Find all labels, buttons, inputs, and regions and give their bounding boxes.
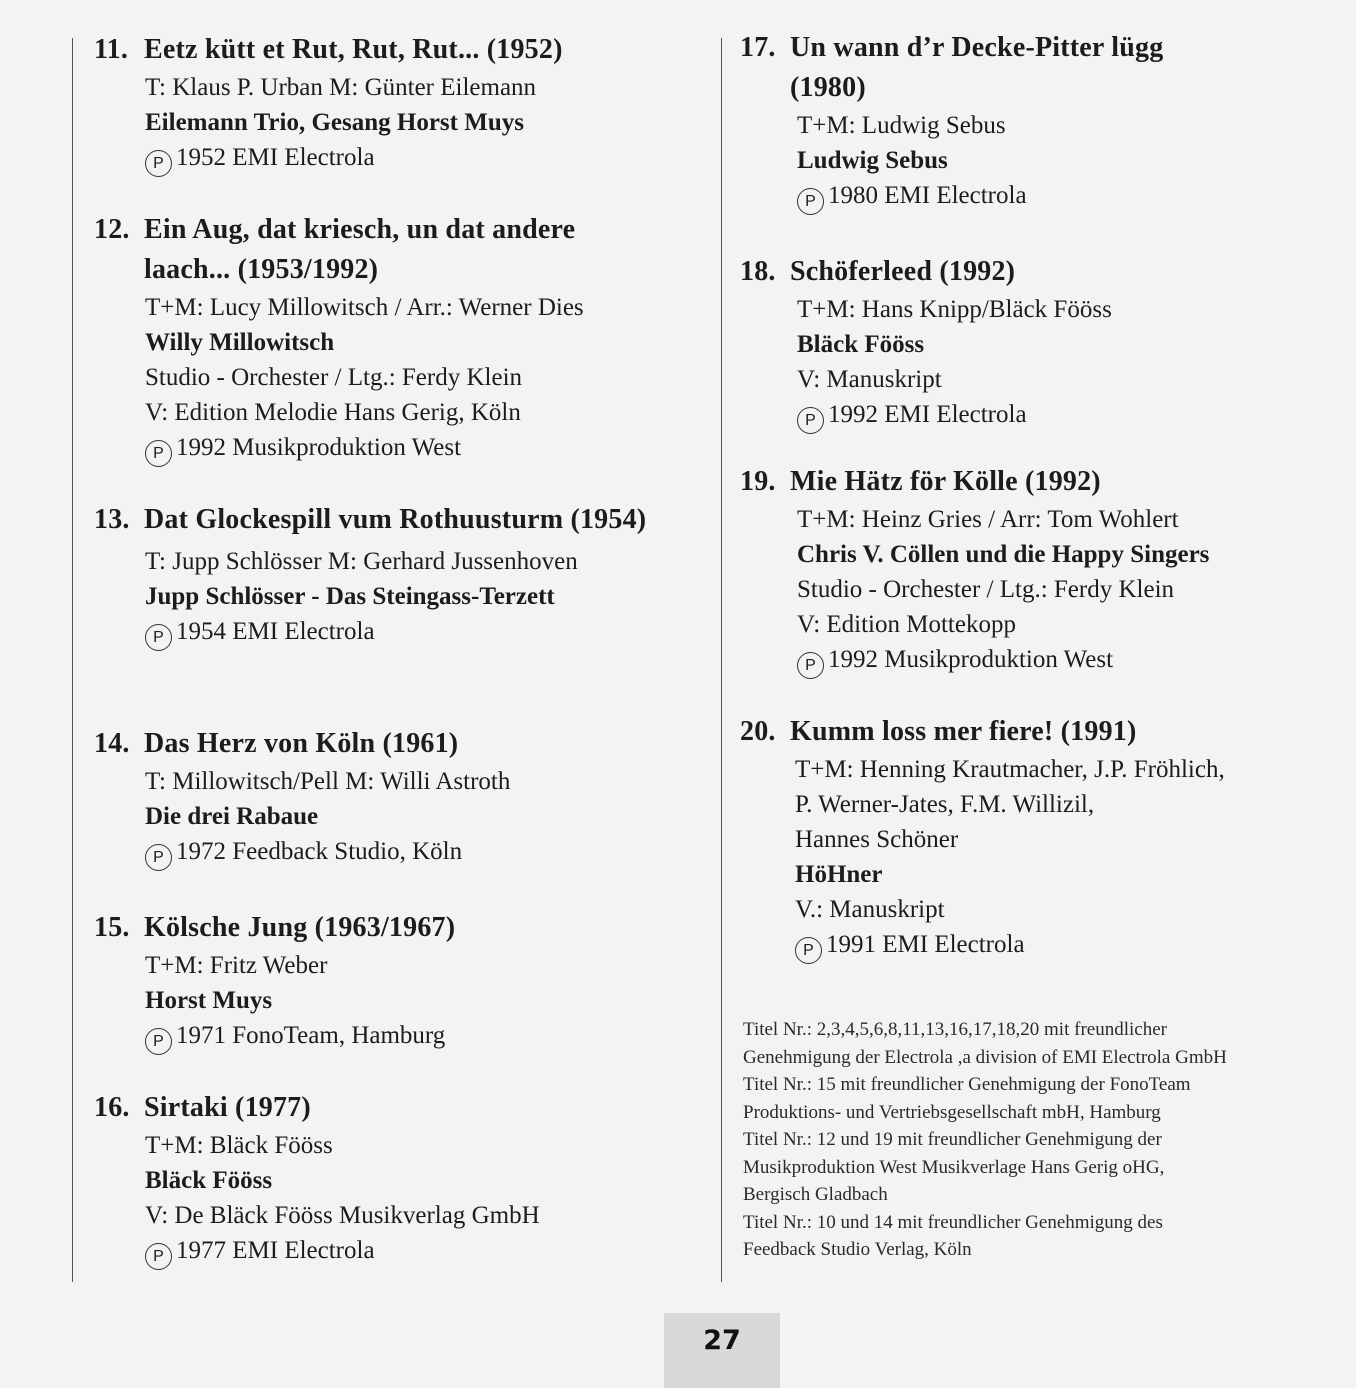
track-title: 20. Kumm loss mer fiere! (1991) — [740, 716, 1137, 747]
track-19 — [740, 462, 1340, 679]
phonogram-icon: P — [795, 937, 822, 964]
license-line: Bergisch Gladbach — [743, 1184, 888, 1205]
track-20 — [740, 712, 1340, 964]
track-credits-cont: P. Werner-Jates, F.M. Willizil, — [795, 791, 1095, 818]
license-line: Produktions- und Vertriebsgesellschaft mbH, Hamburg — [743, 1101, 1161, 1123]
track-title: 16. Sirtaki (1977) — [94, 1092, 311, 1123]
track-artist: Eilemann Trio, Gesang Horst Muys — [145, 109, 524, 136]
license-notes — [743, 1016, 1343, 1264]
phonogram-icon: P — [145, 150, 172, 177]
license-line: Titel Nr.: 10 und 14 mit freundlicher Genehmigung des — [743, 1211, 1163, 1233]
track-publisher: V.: Manuskript — [795, 896, 945, 923]
license-line: Titel Nr.: 2,3,4,5,6,8,11,13,16,17,18,20 mit freundlicher — [743, 1019, 1167, 1040]
track-18 — [740, 252, 1340, 434]
track-credits: T+M: Ludwig Sebus — [797, 112, 1006, 139]
track-phonogram: P 1992 EMI Electrola — [797, 397, 1340, 434]
track-phonogram: P 1991 EMI Electrola — [795, 927, 1340, 964]
track-credits: T+M: Fritz Weber — [145, 952, 328, 979]
track-artist: Die drei Rabaue — [145, 803, 319, 830]
track-title: 15. Kölsche Jung (1963/1967) — [94, 912, 456, 943]
license-line: Titel Nr.: 12 und 19 mit freundlicher Genehmigung der — [743, 1129, 1162, 1150]
track-title: 11. Eetz kütt et Rut, Rut, Rut... (1952) — [94, 34, 563, 65]
track-credits: T: Millowitsch/Pell M: Willi Astroth — [145, 768, 511, 795]
phonogram-icon: P — [797, 407, 824, 434]
track-13 — [94, 500, 654, 651]
track-phonogram: P 1972 Feedback Studio, Köln — [145, 834, 694, 871]
track-artist: Ludwig Sebus — [797, 147, 948, 174]
track-artist: Bläck Fööss — [797, 331, 925, 358]
middle-column-rule — [721, 38, 722, 1282]
track-title: 14. Das Herz von Köln (1961) — [94, 728, 459, 759]
track-17 — [740, 28, 1240, 215]
page-number: 27 — [664, 1313, 780, 1388]
track-title: 17. Un wann d’r Decke-Pitter lügg (1980) — [740, 32, 1164, 103]
track-publisher: V: De Bläck Fööss Musikverlag GmbH — [145, 1202, 540, 1229]
track-artist: Jupp Schlösser - Das Steingass-Terzett — [145, 583, 555, 610]
phonogram-icon: P — [797, 652, 824, 679]
track-credits: T+M: Henning Krautmacher, J.P. Fröhlich, — [795, 756, 1225, 783]
track-phonogram: P 1992 Musikproduktion West — [797, 642, 1340, 679]
track-artist: HöHner — [795, 861, 883, 888]
track-11 — [94, 30, 694, 177]
phonogram-icon: P — [145, 440, 172, 467]
track-artist: Willy Millowitsch — [145, 329, 335, 356]
track-title: 12. Ein Aug, dat kriesch, un dat andere laach... (1953/1992) — [94, 214, 576, 285]
track-publisher: V: Edition Mottekopp — [797, 611, 1016, 638]
license-line: Feedback Studio Verlag, Köln — [743, 1239, 972, 1260]
track-publisher: V: Manuskript — [797, 366, 942, 393]
track-14 — [94, 724, 694, 871]
track-phonogram: P 1971 FonoTeam, Hamburg — [145, 1018, 694, 1055]
track-credits: T: Klaus P. Urban M: Günter Eilemann — [145, 74, 537, 101]
track-16 — [94, 1088, 694, 1270]
track-title: 19. Mie Hätz för Kölle (1992) — [740, 466, 1101, 497]
track-publisher: V: Edition Melodie Hans Gerig, Köln — [145, 399, 521, 426]
track-12 — [94, 210, 654, 467]
track-phonogram: P 1952 EMI Electrola — [145, 140, 694, 177]
track-title: 18. Schöferleed (1992) — [740, 256, 1016, 287]
track-credits-cont: Hannes Schöner — [795, 826, 959, 853]
phonogram-icon: P — [145, 1028, 172, 1055]
track-phonogram: P 1992 Musikproduktion West — [145, 430, 654, 467]
track-phonogram: P 1980 EMI Electrola — [797, 178, 1240, 215]
track-orchestra: Studio - Orchester / Ltg.: Ferdy Klein — [797, 576, 1175, 603]
track-credits: T: Jupp Schlösser M: Gerhard Jussenhoven — [145, 548, 578, 575]
track-phonogram: P 1977 EMI Electrola — [145, 1233, 694, 1270]
track-title: 13. Dat Glockespill vum Rothuusturm (1954) — [94, 504, 647, 535]
track-orchestra: Studio - Orchester / Ltg.: Ferdy Klein — [145, 364, 523, 391]
phonogram-icon: P — [145, 624, 172, 651]
license-line: Titel Nr.: 15 mit freundlicher Genehmigung der FonoTeam — [743, 1074, 1191, 1095]
track-artist: Bläck Fööss — [145, 1167, 273, 1194]
track-credits: T+M: Heinz Gries / Arr: Tom Wohlert — [797, 506, 1179, 533]
left-column-rule — [72, 38, 73, 1282]
phonogram-icon: P — [145, 844, 172, 871]
track-credits: T+M: Lucy Millowitsch / Arr.: Werner Dies — [145, 294, 584, 321]
phonogram-icon: P — [145, 1243, 172, 1270]
track-15 — [94, 908, 694, 1055]
track-artist: Horst Muys — [145, 987, 273, 1014]
license-line: Genehmigung der Electrola ,a division of EMI Electrola GmbH — [743, 1046, 1227, 1068]
license-line: Musikproduktion West Musikverlage Hans Gerig oHG, — [743, 1156, 1165, 1178]
track-artist: Chris V. Cöllen und die Happy Singers — [797, 541, 1210, 568]
track-credits: T+M: Hans Knipp/Bläck Fööss — [797, 296, 1112, 323]
track-credits: T+M: Bläck Fööss — [145, 1132, 333, 1159]
phonogram-icon: P — [797, 188, 824, 215]
track-phonogram: P 1954 EMI Electrola — [145, 614, 654, 651]
